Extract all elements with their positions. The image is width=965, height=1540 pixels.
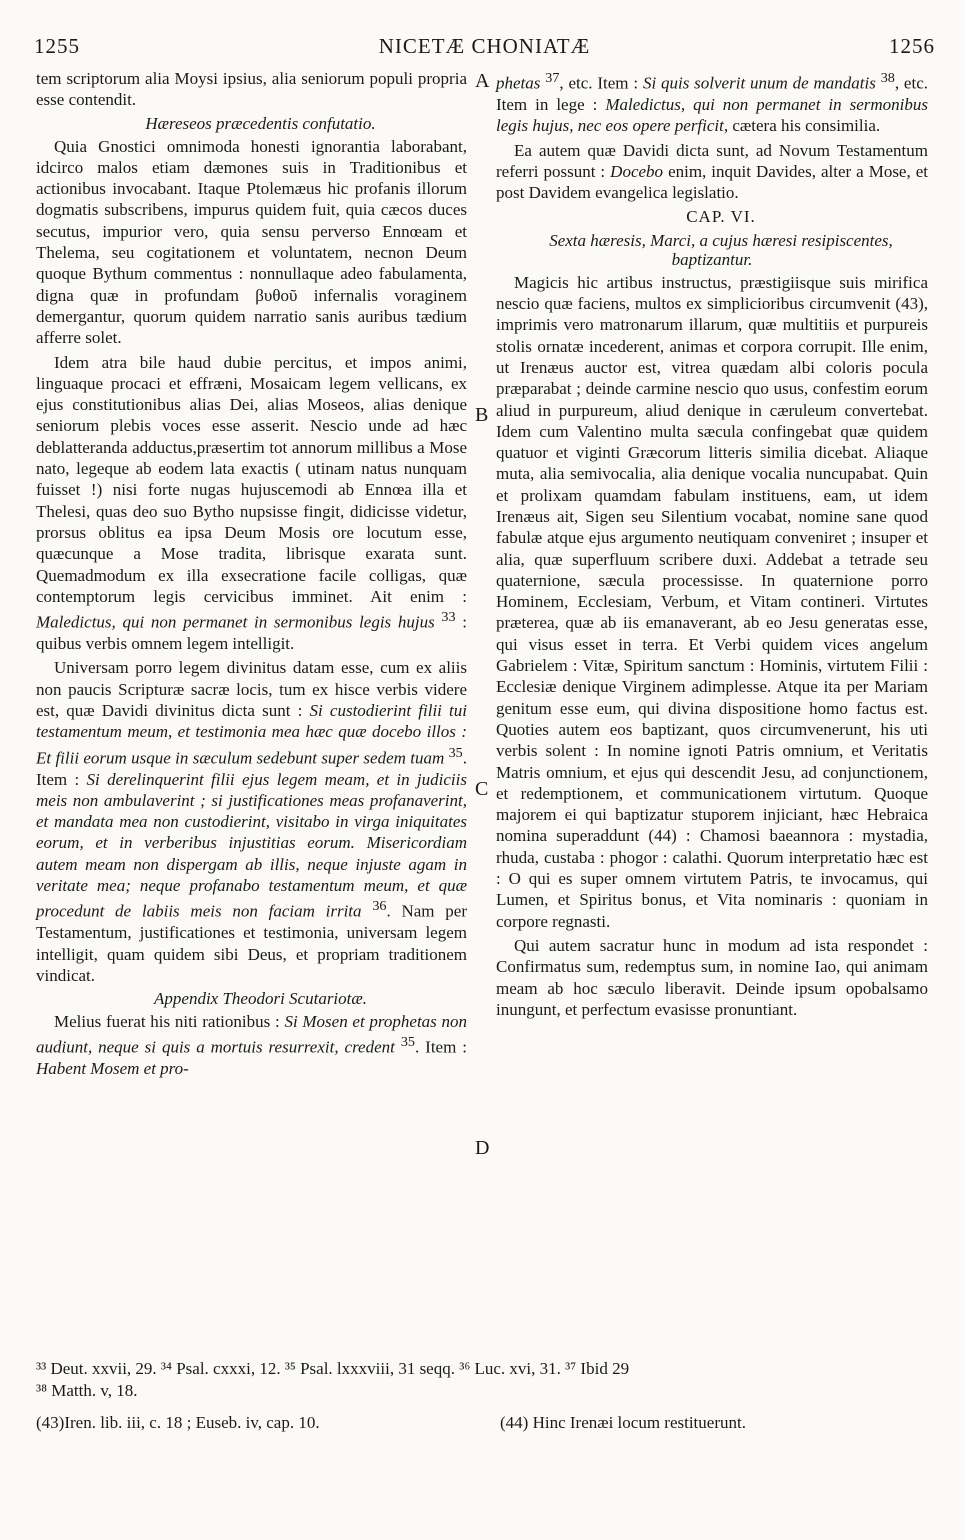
scripture-quote: Habent Mosem et pro- bbox=[36, 1059, 189, 1079]
footnote-ref: 37 bbox=[545, 70, 560, 86]
footnote-ref: 35 bbox=[400, 1034, 415, 1051]
paragraph: Qui autem sacratur hunc in modum ad ista respondet : Confirmatus sum, redemptus sum, in nomine Iao, qui animam meam ab hoc sæculo liberavit. Deinde ipsum opobalsamo inungunt, et perfectum evasisse pronuntiant. bbox=[496, 935, 928, 1019]
right-column bbox=[496, 68, 928, 1023]
footnote-line: ³³ Deut. xxvii, 29. ³⁴ Psal. cxxxi, 12. ³⁵ Psal. lxxxviii, 31 seqq. ³⁶ Luc. xvi, 31. ³⁷ Ibid 29 bbox=[36, 1359, 630, 1378]
chapter-subheading: Sexta hæresis, Marci, a cujus hæresi resipiscentes, baptizantur. bbox=[549, 230, 893, 269]
editor-note: (43)Iren. lib. iii, c. 18 ; Euseb. iv, cap. 10. bbox=[36, 1413, 320, 1432]
footnote-ref: 36 bbox=[372, 898, 387, 915]
section-heading: Appendix Theodori Scutariotæ. bbox=[154, 989, 367, 1009]
scripture-quote: Maledictus, qui non permanet in sermonibus legis hujus bbox=[36, 612, 435, 632]
running-title: NICETÆ CHONIATÆ bbox=[378, 34, 591, 58]
margin-marker-d: D bbox=[475, 1137, 490, 1159]
footnote-ref: 35 bbox=[448, 744, 463, 761]
paragraph: phetas $^{37}$, etc. Item : Si quis solverit unum de mandatis $^{38}$, etc. Item in lege : Maledictus, qui non permanet in sermonibus legis hujus, nec eos opere perficit, cætera his consimilia. bbox=[496, 70, 928, 136]
scripture-quote: Si custodierint filii tui testamentum meum, et testimonia mea hæc quæ docebo illos : Et filii eorum usque in sæculum sedebunt super sedem tuam bbox=[36, 700, 468, 768]
paragraph: tem scriptorum alia Moysi ipsius, alia seniorum populi propria esse contendit. bbox=[36, 69, 467, 110]
paragraph: Ea autem quæ Davidi dicta sunt, ad Novum Testamentum referri possunt : Docebo enim, inquit Davides, alter a Mose, et post Davidem evangelica legislatio. bbox=[496, 140, 929, 203]
scripture-quote: Maledictus, qui non permanet in sermonibus legis hujus, nec eos opere perficit bbox=[496, 94, 928, 136]
paragraph: Magicis hic artibus instructus, præstigiisque suis mirifica nescio quæ faciens, multos ex simplicioribus circumvenit (43), imprimis vero matronarum illarum, quæ multitiis et purpureis stolis ornatæ incederent, animas et corpora corrupit. Ille enim, ut Irenæus auctor est, vitrea quædam albi coloris pocula præparabat ; deinde carmine nescio quo usus, confestim eorum aliud in purpureum, aliud denique in cæruleum convertebat. Idem cum Valentino multa sæcula confingebat quæ quidem quatuor et viginti Græcorum litteris similia dicebat. Aliaque muta, alia semivocalia, alia denique vocalia nuncupabat. Quin et prolixam quamdam fabulam instituens, eam, ut idem Irenæus ait, Sigen seu Silentium vocabat, nomine sane quod fabulæ atque ejus argumento neutiquam conveniret ; insuper et alia, quæ superfluum scribere duxi. Addebat a tetrade seu quaternione, sæcula processisse. In quaternione porro Hominem, Ecclesiam, Verbum, et Vitam contineri. Virtutes præterea, quæ ab iis emanaverant, ab eo Jesu generatas esse, qui visus esset in terra. Et Verbi quidem vices angelum Gabrielem : Vitæ, Spiritum sanctum : Hominis, virtutem Filii : Ecclesiæ denique Virginem adimplesse. Atque ita per Mariam genitum esse eum, qui divina dispositione homo factus est. Quoties autem eos baptizant, quos circumvenerunt, his uti verbis solent : In nomine ignoti Patris omnium, et Veritatis Matris omnium, et ejus qui descendit Jesu, ad conjunctionem, et redemptionem, et communicationem virtutum. Quoque majorem ei qui baptizatur stuporem injiciant, hæc Hebraica nomina superaddunt (44) : Chamosi baeannora : mystadia, rhuda, custaba : phogor : calathi. Quorum interpretatio hæc est : O qui es super omnem virtutem Patris, te invocamus, qui Lumen, et Spiritus bonus, et Vita nominaris : quoniam in corpore regnasti. bbox=[496, 272, 928, 931]
page-number-left: 1255 bbox=[34, 34, 80, 58]
page-header bbox=[34, 34, 935, 60]
section-heading: Hæreseos præcedentis confutatio. bbox=[145, 113, 376, 133]
editor-note: (44) Hinc Irenæi locum restituerunt. bbox=[500, 1413, 746, 1432]
margin-marker-a: A bbox=[475, 70, 490, 92]
paragraph: Universam porro legem divinitus datam esse, cum ex aliis non paucis Scripturæ sacræ locis, tum ex hisce verbis videre est, quæ Davidi divinitus dicta sunt : Si custodierint filii tui testamentum meum, et testimonia mea hæc quæ docebo illos : Et filii eorum usque in sæculum sedebunt super sedem tuam $^{35}$. Item : Si derelinquerint filii ejus legem meam, et in judiciis meis non ambulaverint ; si justificationes meas profanaverint, et mandata mea non custodierint, visitabo in virga iniquitates eorum, et in verberibus injustitias eorum. Misericordiam autem meam non dispergam ab illis, neque injuste agam in veritate mea; neque profanabo testamentum meum, et quæ procedunt de labiis meis non faciam irrita $^{36}$. Nam per Testamentum, justificationes et testimonia, universam legem intelligit, quam quidem sibi Deus, et propriam traditionem vindicat. bbox=[36, 658, 468, 985]
paragraph: Quia Gnostici omnimoda honesti ignorantia laborabant, idcirco malos etiam dæmones suis in Traditionibus et actionibus invocabant. Itaque Ptolemæus hic profanis illorum dogmatis subscribens, impurus quidem fuit, quia cæcos duces secutus, impurior vero, quia sensu perverso Ennœam et Thelema, seu cogitationem et voluntatem, necnon Deum quoque Bythum commentus : nonnullaque adeo fabulamenta, digna quæ in profundam βυθοῦ infernalis voraginem demergantur, quorum quidem narratio sanis auribus tædium afferre solet. bbox=[36, 136, 467, 348]
footnote-ref: 38 bbox=[880, 70, 895, 86]
paragraph: Melius fuerat his niti rationibus : Si Mosen et prophetas non audiunt, neque si quis a mortuis resurrexit, credent $^{35}$. Item : Habent Mosem et pro- bbox=[36, 1012, 468, 1079]
margin-marker-c: C bbox=[475, 778, 489, 800]
footnotes bbox=[36, 1358, 926, 1434]
left-column bbox=[36, 68, 467, 1083]
scripture-quote: Si quis solverit unum de mandatis bbox=[642, 73, 876, 93]
scripture-quote: Si Mosen et prophetas non audiunt, neque si quis a mortuis resurrexit, credent bbox=[36, 1012, 468, 1058]
page-number-right: 1256 bbox=[889, 34, 935, 58]
chapter-heading: CAP. VI. bbox=[686, 207, 756, 227]
paragraph: Idem atra bile haud dubie percitus, et impos animi, linguaque procaci et effræni, Mosaicam legem vellicans, ex ejus constitutionibus alias Dei, alias Moseos, alias denique seniorum plebis voces esse asserit. Nescio unde ad hæc deblatteranda adductus,præsertim tot annorum millibus a Mose nato, legeque ab eodem lata exactis ( utinam natus nunquam fuisset !) nisi forte nugas hujuscemodi ab Ennœa illa et Thelesi, quas deo suo Bytho nupsisse fingit, didicisse videtur, prorsus oblitus ea ipsa Deum Mosis ore locutum esse, quæcunque a Mose tradita, librisque exarata sunt. Quemadmodum ex illa exsecratione facile colligas, quæ contemptorum legis cervicibus imminet. Ait enim : Maledictus, qui non permanet in sermonibus legis hujus $^{33}$ : quibus verbis omnem legem intelligit. bbox=[36, 352, 467, 654]
scripture-quote: Si derelinquerint filii ejus legem meam, et in judiciis meis non ambulaverint ; si justificationes meas profanaverint, et mandata mea non custodierint, visitabo in virga iniquitates eorum, et in verberibus injustitias eorum. Misericordiam autem meam non dispergam ab illis, neque injuste agam in veritate mea; neque profanabo testamentum meum, et quæ procedunt de labiis meis non faciam irrita bbox=[36, 769, 467, 921]
margin-marker-b: B bbox=[475, 404, 489, 426]
footnote-line: ³⁸ Matth. v, 18. bbox=[36, 1381, 138, 1400]
footnote-ref: 33 bbox=[441, 609, 456, 626]
